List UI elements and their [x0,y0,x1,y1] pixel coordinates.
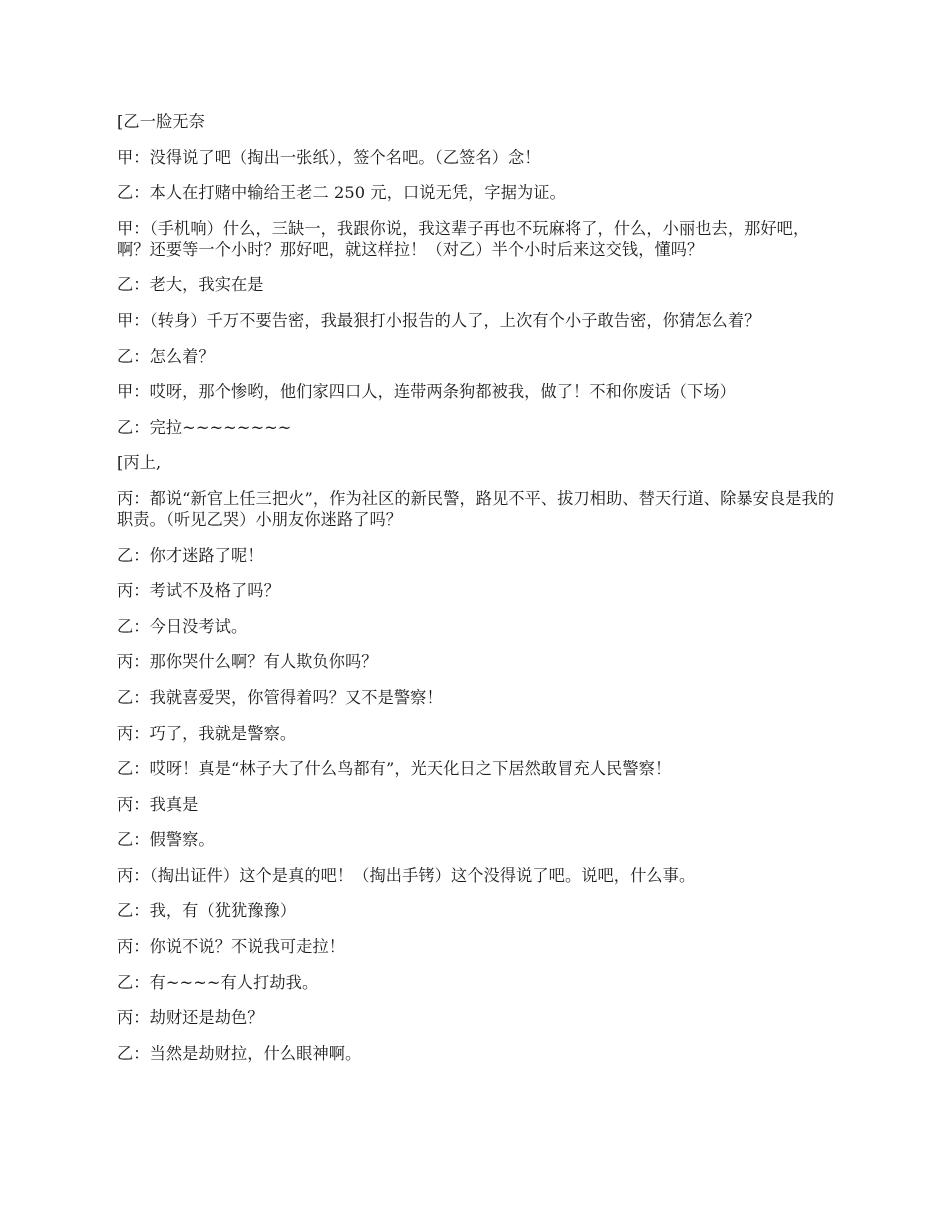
dialogue-line: 丙：（掏出证件）这个是真的吧！（掏出手铐）这个没得说了吧。说吧，什么事。 [117,865,696,885]
dialogue-line: 甲：（转身）千万不要告密，我最狠打小报告的人了，上次有个小子敢告密，你猜怎么着？ [117,310,761,330]
stage-direction: [乙一脸无奈 [117,112,205,131]
dialogue-line: 乙：你才迷路了呢！ [117,545,264,565]
dialogue-line: 乙：哎呀！真是“林子大了什么鸟都有”，光天化日之下居然敢冒充人民警察！ [117,759,672,779]
dialogue-line: 甲：（手机响）什么，三缺一，我跟你说，我这辈子再也不玩麻将了，什么，小丽也去，那好吧，啊？还要等一个小时？那好吧，就这样拉！（对乙）半个小时后来这交钱，懂吗？ [117,218,810,259]
dialogue-line: 乙：我，有（犹犹豫豫） [117,901,297,921]
dialogue-line: 乙：老大，我实在是 [117,275,264,295]
dialogue-line: 甲：哎呀，那个惨哟，他们家四口人，连带两条狗都被我，做了！不和你废话（下场） [117,382,736,402]
dialogue-line: 乙：完拉~~~~~~~~ [117,417,292,437]
dialogue-line: 乙：怎么着？ [117,346,215,366]
dialogue-line: 丙：你说不说？不说我可走拉！ [117,937,346,957]
dialogue-line: 乙：当然是劫财拉，什么眼神啊。 [117,1043,362,1063]
dialogue-line: 丙：巧了，我就是警察。 [117,723,297,743]
dialogue-line: 乙：今日没考试。 [117,616,248,636]
dialogue-line: 丙：劫财还是劫色？ [117,1008,264,1028]
dialogue-line: 丙：考试不及格了吗？ [117,581,280,601]
dialogue-line: 甲：没得说了吧（掏出一张纸），签个名吧。（乙签名）念！ [117,147,541,167]
stage-direction: [丙上, [117,453,162,473]
dialogue-line: 丙：那你哭什么啊？有人欺负你吗？ [117,652,378,672]
dialogue-line: 乙：有~~~~有人打劫我。 [117,972,319,992]
dialogue-line: 丙：都说“新官上任三把火”，作为社区的新民警，路见不平、拔刀相助、替天行道、除暴安良是我的职责。（听见乙哭）小朋友你迷路了吗？ [117,488,835,529]
dialogue-line: 丙：我真是 [117,794,199,814]
document-page [117,111,835,1078]
dialogue-line: 乙：我就喜爱哭，你管得着吗？又不是警察！ [117,687,443,707]
dialogue-line: 乙：假警察。 [117,830,215,850]
dialogue-line: 乙：本人在打赌中输给王老二 250 元，口说无凭，字据为证。 [117,183,566,203]
